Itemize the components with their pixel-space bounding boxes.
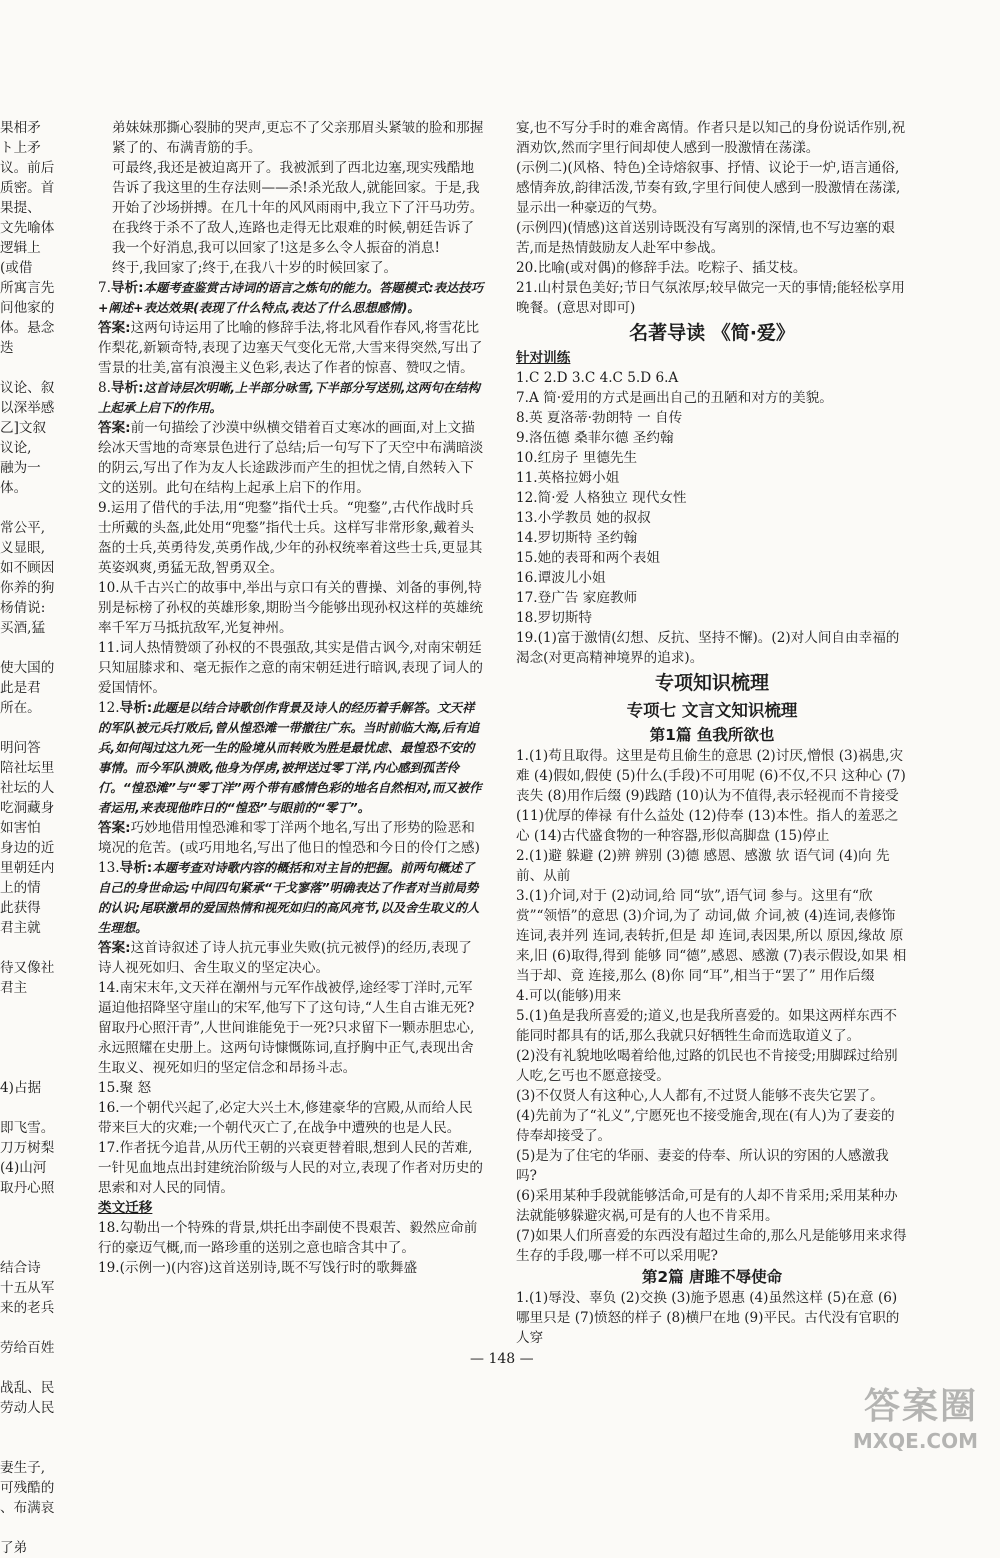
left-fragment-line: 所在。 [0,700,41,716]
intro-paragraph: 终于,我回家了;终于,在我八十岁的时候回家了。 [112,260,398,276]
question-18 [98,1218,484,1258]
left-fragment-line: 以深举感 [0,400,55,416]
left-fragment-line [0,718,58,738]
question-number: 9. [98,500,111,516]
left-fragment-line [0,1058,58,1078]
left-fragment-line [0,938,58,958]
left-fragment-line: 十五从军 [0,1280,55,1296]
answer-text: 运用了借代的手法,用“兜鍪”指代士兵。“兜鍪”,古代作战时兵士所戴的头盔,此处用“兜鍪”指代士兵。这样写非常形象,戴着头盔的士兵,英勇待发,英勇作战,少年的孙权统率着这些士兵,更显其英姿飒爽,勇猛无敌,智勇双全。 [98,500,483,576]
left-fragment-line [0,1418,58,1438]
left-fragment-line [0,1238,58,1258]
analysis-text: 这首诗层次明晰,上半部分咏雪,下半部分写送别,这两句在结构上起承上启下的作用。 [98,380,480,415]
left-fragment-line: 体。悬念迭 [0,320,55,356]
left-fragment-line: 果相矛 [0,120,41,136]
left-fragment-line: 买酒,猛 [0,620,46,636]
left-fragment-line: 身边的近 [0,840,55,856]
left-fragment-line: 、布满哀 [0,1500,55,1516]
left-fragment-line: 陪社坛里 [0,760,55,776]
left-fragment-line [0,638,58,658]
lesson-1-answers [516,746,908,1266]
left-fragment-line: 上的情 [0,880,41,896]
lesson-1-answer: (2)没有礼貌地吆喝着给他,过路的饥民也不肯接受;用脚踩过给别人吃,乞丐也不愿意接受。 [516,1048,898,1084]
lesson-1-answer: (6)采用某种手段就能够活命,可是有的人却不肯采用;采用某种办法就能够躲避灾祸,可是有的人也不肯采用。 [516,1188,898,1224]
answer-text: 从千古兴亡的故事中,举出与京口有关的曹操、刘备的事例,特别是标榜了孙权的英雄形象,期盼当今能够出现孙权这样的英雄统率千军万马抵抗敌军,光复神州。 [98,580,483,636]
intro-paragraph: 可最终,我还是被迫离开了。我被派到了西北边塞,现实残酷地告诉了我这里的生存法则——杀!杀光敌人,就能回家。于是,我开始了沙场拼搏。在几十年的风风雨雨中,我立下了汗马功劳。在我终于杀不了敌人,连路也走得无比艰难的时候,朝廷告诉了我一个好消息,我可以回家了!这是多么令人振奋的消息! [112,160,484,256]
analysis-text: 此题是以结合诗歌创作背景及诗人的经历着手解答。文天祥的军队被元兵打败后,曾从惶恐滩一带撤往广东。当时前临大海,后有追兵,如何闯过这九死一生的险境从而转败为胜是最忧虑、最惶恐不安的事情。而今军队溃败,他身为俘虏,被押送过零丁洋,内心感到孤苦伶仃。“惶恐滩”与“零丁洋”两个带有感情色彩的地名自然相对,而又被作者运用,来表现他昨日的“惶恐”与眼前的“零丁”。 [98,700,482,815]
analysis-label: 导析: [110,380,144,396]
left-fragment-line: 此获得 [0,900,41,916]
answer-text: 这首诗叙述了诗人抗元事业失败(抗元被俘)的经历,表现了诗人视死如归、舍生取义的坚定决心。 [98,940,472,976]
lesson-1-answer: 5.(1)鱼是我所喜爱的;道义,也是我所喜爱的。如果这两样东西不能同时都具有的话,那么我就只好牺牲生命而选取道义了。 [516,1008,897,1044]
training-answer-list [516,368,908,668]
question-number: 18. [98,1220,120,1236]
left-fragment-line: 可残酷的 [0,1480,55,1496]
question-number: 11. [98,640,120,656]
watermark-logo: 答案圈 [863,1386,978,1427]
left-fragment-line: 君主就 [0,920,41,936]
left-fragment-line: 来的老兵 [0,1300,55,1316]
answer-text: 巧妙地借用惶恐滩和零丁洋两个地名,写出了形势的险恶和境况的危苦。(或巧用地名,写出了他日的惶恐和今日的伶仃之感) [98,820,480,856]
question-number: 14. [98,980,120,996]
left-fragment-line: 结合诗 [0,1260,41,1276]
left-fragment-line [0,1038,58,1058]
training-answer-item: 7.A 简·爱用的方式是画出自己的丑陋和对方的美貌。 [516,390,833,406]
training-answer-item: 10.红房子 里德先生 [516,450,638,466]
question-16 [98,1098,484,1138]
left-fragment-line [0,1098,58,1118]
question-19 [98,1258,484,1278]
example-two: (示例二)(风格、特色)全诗熔叙事、抒情、议论于一炉,语言通俗,感情奔放,韵律活泼,节奏有致,字里行间使人感到一股激情在荡漾,显示出一种豪迈的气势。 [516,160,901,216]
left-fragment-line: ト上矛 [0,140,41,156]
question-number: 16. [98,1100,120,1116]
lesson-2-answer: 1.(1)辱没、辜负 (2)交换 (3)施予恩惠 (4)虽然这样 (5)在意 (6)哪里只是 (7)愤怒的样子 (8)横尸在地 (9)平民。古代没有官职的人穿 [516,1290,900,1346]
left-partial-column [0,118,58,1558]
left-fragment-line: 如害怕 [0,820,41,836]
lesson-2-title: 第2篇 唐雎不辱使命 [641,1268,783,1286]
left-fragment-line: 劳给百姓 [0,1340,55,1356]
left-fragment-line: 文先喻体 [0,220,55,236]
answer-text: 聚 怒 [119,1080,152,1096]
left-fragment-line: 君主 [0,980,28,996]
training-answer-item: 1.C 2.D 3.C 4.C 5.D 6.A [516,370,679,386]
transfer-heading: 类文迁移 [98,1200,153,1216]
left-fragment-line [0,1218,58,1238]
continued-answer: 宴,也不写分手时的难舍离情。作者只是以知己的身份说话作别,祝酒劝饮,然而字里行间却使人感到一股激情在荡漾。 [516,120,906,156]
analysis-label: 导析: [110,280,144,296]
question-21: 21.山村景色美好;节日气氛浓厚;较早做完一天的事情;能轻松享用晚餐。(意思对即可) [516,280,905,316]
famous-work-title: 名著导读 《简·爱》 [629,322,795,344]
intro-paragraph: 弟妹妹那撕心裂肺的哭声,更忘不了父亲那眉头紧皱的脸和那握紧了的、布满青筋的手。 [112,120,484,156]
lesson-1-answer: 2.(1)避 躲避 (2)辨 辨别 (3)德 感恩、感激 欤 语气词 (4)向 先前、从前 [516,848,890,884]
training-heading: 针对训练 [516,350,571,366]
left-fragment-line: 融为一体。 [0,460,41,496]
answer-text: 作者抚今追昔,从历代王朝的兴衰更替着眼,想到人民的苦难,一针见血地点出封建统治阶级与人民的对立,表现了作者对历史的思索和对人民的同情。 [98,1140,483,1196]
left-fragment-line: 所寓言先 [0,280,55,296]
left-fragment-line: 如不顾因 [0,560,55,576]
left-fragment-line [0,998,58,1018]
training-answer-item: 9.洛伍德 桑菲尔德 圣约翰 [516,430,674,446]
left-fragment-line [0,1018,58,1038]
left-fragment-line [0,1198,58,1218]
lesson-1-answer: (4)先前为了“礼义”,宁愿死也不接受施舍,现在(有人)为了妻妾的侍奉却接受了。 [516,1108,895,1144]
left-fragment-line: 待又像社 [0,960,55,976]
lesson-1-title: 第1篇 鱼我所欲也 [649,726,775,744]
left-fragment-line: 常公平, [0,520,46,536]
answer-label: 答案: [98,320,131,336]
left-fragment-line [0,1358,58,1378]
answer-text: 勾勒出一个特殊的背景,烘托出李副使不畏艰苦、毅然应命前行的豪迈气概,而一路珍重的送别之意也暗含其中了。 [98,1220,478,1256]
special-section-title: 专项知识梳理 [654,672,769,694]
left-fragment-line [0,1518,58,1538]
question-15 [98,1078,484,1098]
example-four: (示例四)(情感)这首送别诗既没有写离别的深情,也不写边塞的艰苦,而是热情鼓励友人赴军中参战。 [516,220,895,256]
answer-text: 这两句诗运用了比喻的修辞手法,将北风看作春风,将雪花比作梨花,新颖奇特,表现了边塞天气变化无常,大雪来得突然,写出了雪景的壮美,富有浪漫主义色彩,表达了作者的惊喜、赞叹之情。 [98,320,483,376]
lesson-1-answer: 1.(1)苟且取得。这里是苟且偷生的意思 (2)讨厌,憎恨 (3)祸患,灾难 (4)假如,假使 (5)什么(手段)不可用呢 (6)不仅,不只 这种心 (7)丧失 (8)用作后缀 (9)践踏 (10)认为不值得,表示轻视而不肯接受 (11)优厚的俸禄 有什么益处 (12)侍奉 (13)本性。指人的羞恶之心 (14)古代盛食物的一种容器,形似高脚盘 (15)停止 [516,748,906,844]
left-fragment-line: 刀万树梨 [0,1140,55,1156]
question-20: 20.比喻(或对偶)的修辞手法。吃粽子、插艾枝。 [516,260,807,276]
left-fragment-line: 议。前后 [0,160,55,176]
answer-text: (示例一)(内容)这首送别诗,既不写饯行时的歌舞盛 [119,1260,418,1276]
lesson-2-answers [516,1288,908,1348]
left-fragment-line [0,358,58,378]
answer-label: 答案: [98,820,131,836]
left-fragment-line: 杨倩说: [0,600,46,616]
answer-label: 答案: [98,420,131,436]
training-answer-item: 16.谭波儿小姐 [516,570,606,586]
lesson-1-answer: 3.(1)介词,对于 (2)动词,给 同“欤”,语气词 参与。这里有“欣赏”“领悟”的意思 (3)介词,为了 动词,做 介词,被 (4)连词,表修饰 连词,表并列 连词,表转折,但是 却 连词,表因果,所以 原因,缘故 原来,旧 (6)取得,得到 能够 同“德”,感恩、感激 (7)表示假设,如果 相当于却、竟 连接,那么 (8)你 同“耳”,相当于“罢了” 用作后缀 [516,888,907,984]
left-fragment-line: 此是君 [0,680,41,696]
analysis-label: 导析: [119,700,153,716]
analysis-text: 本题考查鉴赏古诗词的语言之炼句的能力。答题模式:表达技巧+阐述+表达效果(表现了什么特点,表达了什么思想感情)。 [98,280,484,315]
left-fragment-line: 取丹心照 [0,1180,55,1196]
left-fragment-line: 使大国的 [0,660,55,676]
question-number: 12. [98,700,120,716]
left-fragment-line: 战乱、民 [0,1380,55,1396]
question-17 [98,1138,484,1198]
left-fragment-line: (4)山河 [0,1160,47,1176]
left-fragment-line: 吃洞藏身 [0,800,55,816]
answer-label: 答案: [98,940,131,956]
left-fragment-line: 议论、叙 [0,380,55,396]
left-fragment-line [0,1438,58,1458]
question-number: 17. [98,1140,120,1156]
question-number: 19. [98,1260,120,1276]
left-fragment-line: 社坛的人 [0,780,55,796]
question-12 [98,698,484,858]
training-answer-item: 19.(1)富于激情(幻想、反抗、坚持不懈)。(2)对人间自由幸福的渴念(对更高精神境界的追求)。 [516,630,900,666]
lesson-1-answer: (3)不仅贤人有这种心,人人都有,不过贤人能够不丧失它罢了。 [516,1088,884,1104]
lesson-1-answer: (5)是为了住宅的华丽、妻妾的侍奉、所认识的穷困的人感激我吗? [516,1148,889,1184]
question-7 [98,278,484,378]
watermark-url: MXQE.COM [852,1429,978,1453]
training-answer-item: 15.她的表哥和两个表姐 [516,550,660,566]
left-fragment-line: 4)占据 [0,1080,42,1096]
question-8 [98,378,484,498]
analysis-label: 导析: [119,860,153,876]
left-fragment-line: 你养的狗 [0,580,55,596]
lesson-1-answer: (7)如果人们所喜爱的东西没有超过生命的,那么凡是能够用来求得生存的手段,哪一样不可以采用呢? [516,1228,907,1264]
training-answer-item: 8.英 夏洛蒂·勃朗特 一 自传 [516,410,683,426]
training-answer-item: 17.登广告 家庭教师 [516,590,638,606]
left-fragment-line: 逻辑上(或借 [0,240,41,276]
question-13 [98,858,484,978]
left-fragment-line: 乙]文叙 [0,420,47,436]
left-fragment-line: 明问答 [0,740,41,756]
question-number: 7. [98,280,111,296]
topic-title: 专项七 文言文知识梳理 [626,701,798,720]
watermark [853,1378,978,1453]
left-fragment-line [0,1318,58,1338]
right-column [516,118,908,1348]
question-number: 15. [98,1080,120,1096]
training-answer-item: 13.小学教员 她的叔叔 [516,510,651,526]
question-number: 8. [98,380,111,396]
question-14 [98,978,484,1078]
question-11 [98,638,484,698]
training-answer-item: 12.简·爱 人格独立 现代女性 [516,490,687,506]
left-fragment-line: 里朝廷内 [0,860,55,876]
question-number: 10. [98,580,120,596]
training-answer-item: 18.罗切斯特 [516,610,592,626]
left-fragment-line: 义显眼, [0,540,46,556]
left-fragment-line: 即飞雪。 [0,1120,55,1136]
analysis-text: 本题考查对诗歌内容的概括和对主旨的把握。前两句概述了自己的身世命运;中间四句紧承“干戈寥落”明确表达了作者对当前局势的认识;尾联激昂的爱国热情和视死如归的高风亮节,以及舍生取义的人生理想。 [98,860,480,935]
left-fragment-line: 了弟 [0,1540,28,1556]
left-fragment-line: 劳动人民 [0,1400,55,1416]
lesson-1-answer: 4.可以(能够)用来 [516,988,622,1004]
left-fragment-line: 议论, [0,440,32,456]
question-9 [98,498,484,578]
training-answer-item: 11.英格拉姆小姐 [516,470,620,486]
answer-text: 南宋末年,文天祥在潮州与元军作战被俘,途经零丁洋时,元军逼迫他招降坚守崖山的宋军,他写下了这句诗,“人生自古谁无死?留取丹心照汗青”,人世间谁能免于一死?只求留下一颗赤胆忠心,永远照耀在史册上。这两句诗慷慨陈词,直抒胸中正气,表现出舍生取义、视死如归的坚定信念和昂扬斗志。 [98,980,475,1076]
answer-text: 前一句描绘了沙漠中纵横交错着百丈寒冰的画面,对上文描绘冰天雪地的奇寒景色进行了总结;后一句写下了天空中布满暗淡的阴云,写出了作为友人长途跋涉而产生的担忧之情,自然转入下文的送别。此句在结构上起承上启下的作用。 [98,420,484,496]
left-fragment-line: 果提、 [0,200,41,216]
middle-column [98,118,484,1278]
left-fragment-line: 问他家的 [0,300,55,316]
answer-text: 词人热情赞颂了孙权的不畏强敌,其实是借古讽今,对南宋朝廷只知屈膝求和、毫无振作之意的南宋朝廷进行暗讽,表现了词人的爱国情怀。 [98,640,483,696]
left-fragment-line: 妻生子, [0,1460,46,1476]
left-fragment-line: 质密。首 [0,180,55,196]
left-fragment-line [0,498,58,518]
question-number: 13. [98,860,120,876]
page-number: — 148 — [470,1351,534,1367]
question-10 [98,578,484,638]
answer-text: 一个朝代兴起了,必定大兴土木,修建豪华的宫殿,从而给人民带来巨大的灾难;一个朝代灭亡了,在战争中遭殃的也是人民。 [98,1100,473,1136]
training-answer-item: 14.罗切斯特 圣约翰 [516,530,638,546]
